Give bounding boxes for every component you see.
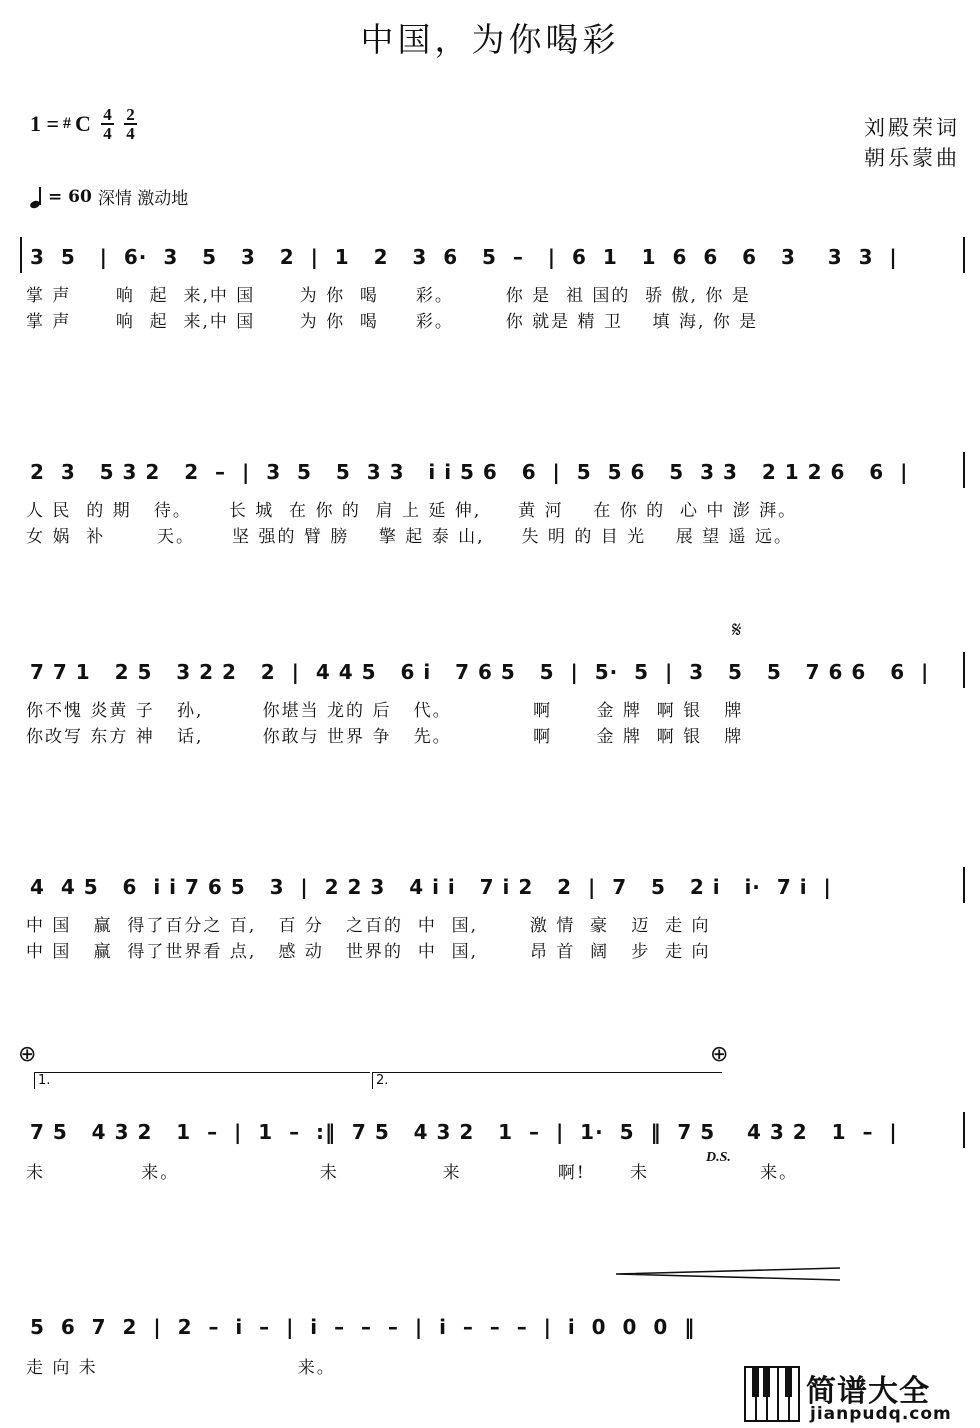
staff-system-3: [20, 618, 965, 750]
staff-system-2: [20, 440, 965, 550]
logo-url: jianpudq.com: [810, 1404, 952, 1424]
logo-name: 简谱大全: [806, 1374, 930, 1409]
first-ending-bracket: 1.: [34, 1072, 370, 1089]
staff-system-1: [20, 225, 965, 335]
time-signature-2: $\frac{2}{4}$: [124, 106, 137, 142]
lyricist-credit: 刘殿荣词: [864, 116, 960, 140]
lyric-verse-2: 女 娲 补 天。 坚 强的 臂 膀 擎 起 泰 山, 失 明 的 目 光 展 望 遥 远。: [26, 527, 793, 547]
staff-system-4: [20, 855, 965, 965]
quarter-note-icon: [30, 186, 42, 208]
lyric-verse-2: 掌 声 响 起 来,中 国 为 你 喝 彩。 你 就是 精 卫 填 海, 你 是: [26, 312, 759, 332]
time-signature-1: $\frac{4}{4}$: [101, 106, 114, 142]
site-logo: [744, 1364, 966, 1424]
staff-system-5: [18, 1042, 965, 1210]
notation-line: 7 5 4 3 2 1 – | 1 – :‖ 7 5 4 3 2 1 – | 1· 5 ‖ 7 5 4 3 2 1 – |: [30, 1120, 898, 1144]
lyric-verse-1: 人 民 的 期 待。 长 城 在 你 的 肩 上 延 伸, 黄 河 在 你 的 心 中 澎 湃。: [26, 501, 798, 521]
lyric-verse-2: 中 国 赢 得了世界看 点, 感 动 世界的 中 国, 昂 首 阔 步 走 向: [26, 942, 711, 962]
tempo-value: = 60: [48, 186, 92, 207]
tempo-marking: [30, 184, 188, 209]
sharp-sign: #: [63, 115, 72, 132]
lyric-verse-2: 你改写 东方 神 话, 你敢与 世界 争 先。 啊 金 牌 啊 银 牌: [26, 727, 744, 747]
lyric-verse-1: 走 向 未 来。: [26, 1358, 336, 1378]
lyric-verse-1: 掌 声 响 起 来,中 国 为 你 喝 彩。 你 是 祖 国的 骄 傲, 你 是: [26, 286, 751, 306]
dal-segno-mark: D.S.: [706, 1150, 731, 1165]
lyric-verse-1: 中 国 赢 得了百分之 百, 百 分 之百的 中 国, 激 情 豪 迈 走 向: [26, 916, 711, 936]
notation-line: 4 4 5 6 i i 7 6 5 3 | 2 2 3 4 i i 7 i 2 2 | 7 5 2 i i· 7 i |: [30, 875, 832, 899]
song-title: 中国，为你喝彩: [360, 20, 620, 59]
lyric-verse-1: 你不愧 炎黄 子 孙, 你堪当 龙的 后 代。 啊 金 牌 啊 银 牌: [26, 701, 744, 721]
tempo-expression: 深情 激动地: [97, 189, 189, 209]
crescendo-hairpin: [616, 1267, 840, 1281]
notation-line: 2 3 5 3 2 2 – | 3 5 5 3 3 i i 5 6 6 | 5 5 6 5 3 3 2 1 2 6 6 |: [30, 460, 909, 484]
second-ending-bracket: 2.: [372, 1072, 722, 1089]
composer-credit: 朝乐蒙曲: [864, 146, 960, 170]
lyric-verse-1: 未 来。 未 来 啊! 未 来。: [26, 1163, 799, 1183]
coda-sign: ⊕: [710, 1042, 729, 1067]
notation-line: 5 6 7 2 | 2 – i – | i – – – | i – – – | i 0 0 0 ‖: [30, 1315, 696, 1339]
key-signature: [30, 106, 137, 142]
notation-line: 7 7 1 2 5 3 2 2 2 | 4 4 5 6 i 7 6 5 5 | 5· 5 | 3 5 5 7 6 6 6 |: [30, 660, 930, 684]
piano-keys-icon: [744, 1366, 800, 1422]
segno-sign: 𝄋: [732, 618, 742, 643]
key-note: C: [75, 111, 91, 136]
key-prefix: 1 =: [30, 111, 60, 136]
notation-line: 3 5 | 6· 3 5 3 2 | 1 2 3 6 5 – | 6 1 1 6 6 6 3 3 3 |: [30, 245, 898, 269]
coda-sign: ⊕: [18, 1042, 37, 1067]
